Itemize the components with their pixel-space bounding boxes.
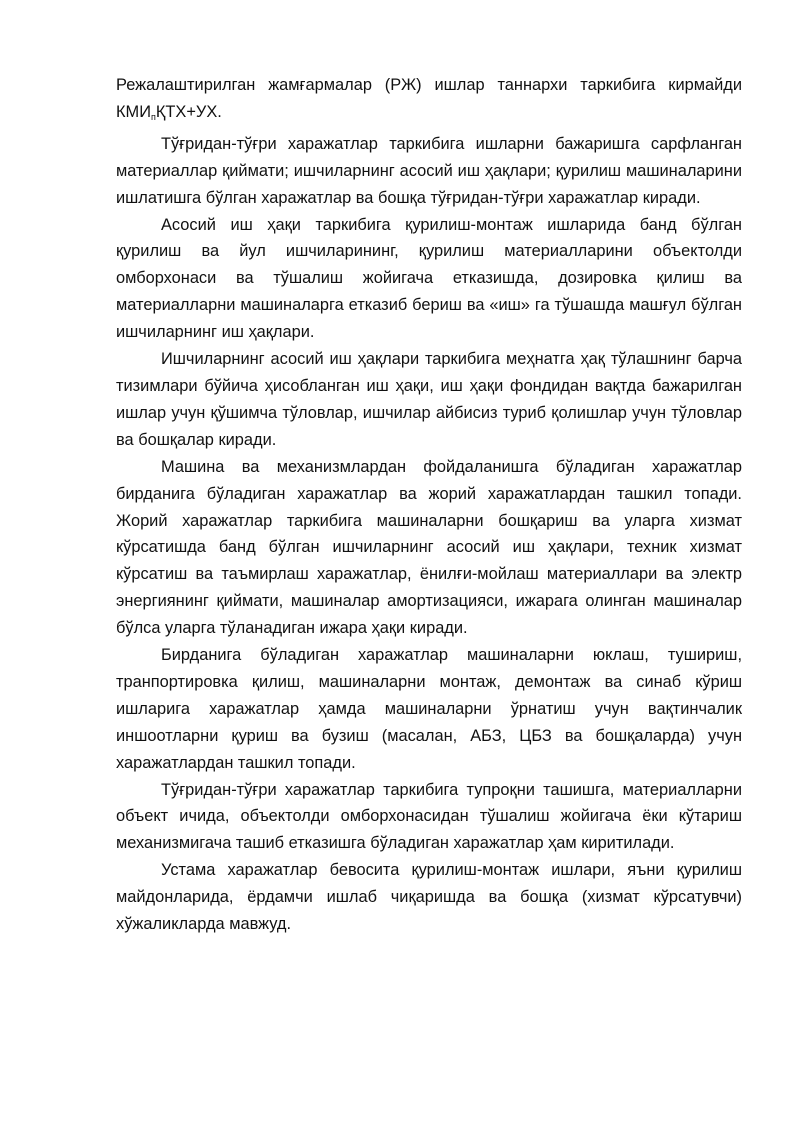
paragraph-1-text: Режалаштирилган жамғармалар (РЖ) ишлар таннархи таркибига кирмайди КМИ — [116, 76, 742, 121]
paragraph-5: Машина ва механизмлардан фойдаланишга бўладиган харажатлар бирданига бўладиган харажатлар ва жорий харажатлардан ташкил топади. Жорий харажатлар таркибига машиналарни бошқариш ва уларга хизмат кўрсатишда банд бўлган ишчиларнинг асосий иш ҳақлари, техник хизмат кўрсатиш ва таъмирлаш харажатлар, ёнилғи-мойлаш материаллари ва электр энергиянинг қиймати, машиналар амортизацияси, ижарага олинган машиналар бўлса уларга тўланадиган ижара ҳақи киради. — [116, 457, 742, 638]
paragraph-4: Ишчиларнинг асосий иш ҳақлари таркибига меҳнатга ҳақ тўлашнинг барча тизимлари бўйича ҳисобланган иш ҳақи, иш ҳақи фондидан вақтда бажарилган ишлар учун қўшимча тўловлар, ишчилар айбисиз туриб қолишлар учун тўловлар ва бошқалар киради. — [116, 350, 742, 449]
paragraph-3: Асосий иш ҳақи таркибига қурилиш-монтаж ишларида банд бўлган қурилиш ва йул ишчиларининг, қурилиш материалларини объектолди омборхонаси ва тўшалиш жойигача етказишда, дозировка қилиш ва материалларни машиналарга етказиб бериш ва «иш» га тўшашда машғул бўлган ишчиларнинг иш ҳақлари. — [116, 215, 742, 342]
paragraph-1 — [116, 72, 742, 131]
paragraph-6: Бирданига бўладиган харажатлар машиналарни юклаш, тушириш, транпортировка қилиш, машиналарни монтаж, демонтаж ва синаб кўриш ишларига харажатлар ҳамда машиналарни ўрнатиш учун вақтинчалик иншоотларни қуриш ва бузиш (масалан, АБЗ, ЦБЗ ва бошқаларда) учун харажатлардан ташкил топади. — [116, 646, 742, 772]
paragraph-2: Тўғридан-тўғри харажатлар таркибига ишларни бажаришга сарфланган материаллар қиймати; ишчиларнинг асосий иш ҳақлари; қурилиш машиналарини ишлатишга бўлган харажатлар ва бошқа тўғридан-тўғри харажатлар киради. — [116, 134, 742, 207]
document-body — [116, 72, 742, 938]
paragraph-1-text-after: ҚТХ+УХ. — [155, 102, 222, 121]
paragraph-8: Устама харажатлар бевосита қурилиш-монтаж ишлари, яъни қурилиш майдонларида, ёрдамчи ишлаб чиқаришда ва бошқа (хизмат кўрсатувчи) хўжаликларда мавжуд. — [116, 861, 742, 934]
paragraph-1-subscript: п — [150, 111, 156, 122]
paragraph-7: Тўғридан-тўғри харажатлар таркибига тупроқни ташишга, материалларни объект ичида, объектолди омборхонасидан тўшалиш жойигача ёки кўтариш механизмигача ташиб етказишга бўладиган харажатлар ҳам киритилади. — [116, 780, 742, 853]
